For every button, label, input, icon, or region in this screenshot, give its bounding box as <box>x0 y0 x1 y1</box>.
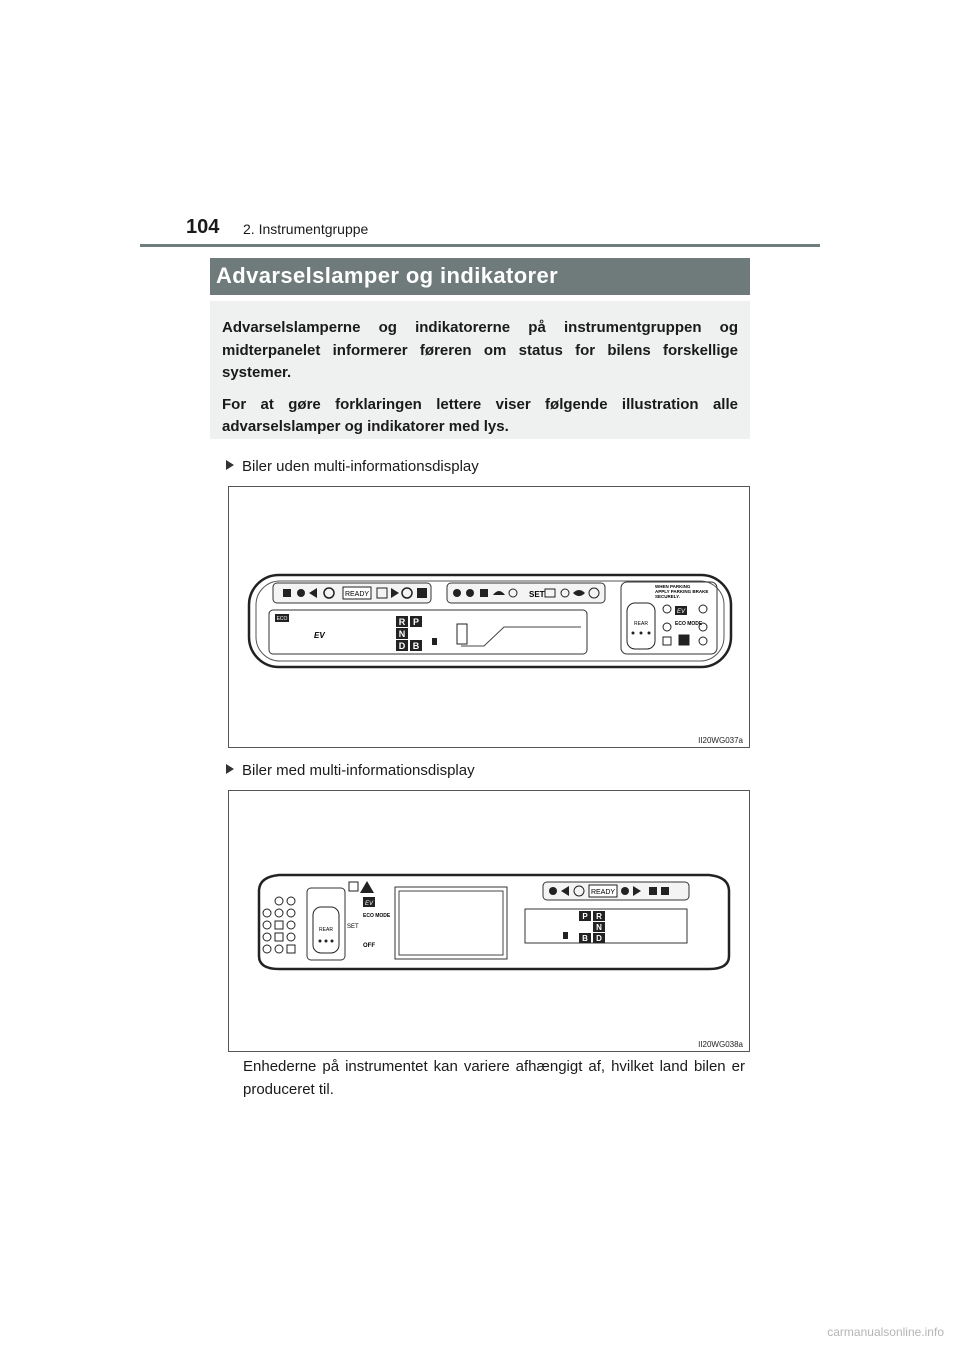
highbeam-icon <box>661 887 669 895</box>
figure1 <box>228 486 750 748</box>
shift-b-2: B <box>582 934 588 943</box>
shift-p: P <box>412 617 420 627</box>
header-rule <box>140 244 820 247</box>
section-title: Advarselslamper og indikatorer <box>216 263 559 288</box>
figure2-caption <box>226 762 475 779</box>
airbag-icon-3 <box>549 887 557 895</box>
figure2-code: II20WG038a <box>698 1040 743 1049</box>
page-number: 104 <box>186 216 220 238</box>
ready-label: READY <box>344 591 370 598</box>
shift-r: R <box>398 617 406 627</box>
intro-paragraph-2: For at gøre forklaringen lettere viser følgende illustration alle advarselslamper og indikatorer med lys. <box>222 395 738 435</box>
ev-badge: EV <box>676 609 686 615</box>
set-label-2: SET <box>347 924 359 930</box>
figure2-caption-text: Biler med multi-informationsdisplay <box>242 762 475 779</box>
rear-label-2: REAR <box>319 927 333 933</box>
eco-mode-label-2: ECO MODE <box>363 913 391 919</box>
shift-r-2: R <box>596 912 602 921</box>
section-label: 2. Instrumentgruppe <box>243 221 369 237</box>
securely-label: SECURELY. <box>655 594 680 599</box>
set-label: SET <box>529 590 545 599</box>
ev-badge-2: EV <box>364 901 374 907</box>
slip-icon <box>679 635 689 645</box>
multi-info-display <box>395 887 507 959</box>
shift-n-2: N <box>596 923 602 932</box>
shift-b: B <box>412 641 420 651</box>
fuel-icon-2 <box>563 932 568 939</box>
rear-label: REAR <box>634 621 648 627</box>
seatbelt-icon-2 <box>621 887 629 895</box>
figure1-caption-text: Biler uden multi-informationsdisplay <box>242 458 479 475</box>
figure1-code: II20WG037a <box>698 736 743 745</box>
airbag-icon <box>453 589 461 597</box>
figure1-caption <box>226 458 479 475</box>
bullet-arrow-icon <box>226 460 234 470</box>
seatbelt-icon <box>297 589 305 597</box>
headlight-icon <box>283 589 291 597</box>
ev-label: EV <box>314 631 325 640</box>
cluster-illustration-1 <box>229 487 749 747</box>
section-title-bar <box>210 258 750 295</box>
off-label: OFF <box>363 943 375 949</box>
headlight-icon-2 <box>649 887 657 895</box>
fuel-icon <box>432 638 437 645</box>
shift-p-2: P <box>582 912 588 921</box>
apply-brake-label: APPLY PARKING BRAKE <box>655 589 709 594</box>
eco-mode-label: ECO MODE <box>675 621 703 627</box>
intro-box <box>210 301 750 439</box>
figure2 <box>228 790 750 1052</box>
shift-d: D <box>398 641 406 651</box>
check-icon <box>417 588 427 598</box>
shift-n: N <box>398 629 406 639</box>
ready-label-2: READY <box>590 889 616 896</box>
temp-icon <box>480 589 488 597</box>
eco-label: ECO <box>276 616 288 622</box>
shift-d-2: D <box>596 934 602 943</box>
intro-paragraph-1: Advarselslamperne og indikatorerne på instrumentgruppen og midterpanelet informerer føreren om status for bilens forskellige systemer. <box>222 319 738 381</box>
cluster-illustration-2 <box>229 791 749 1051</box>
footnote: Enhederne på instrumentet kan variere afhængigt af, hvilket land bilen er produceret til. <box>243 1058 745 1098</box>
when-parking-label: WHEN PARKING <box>655 584 691 589</box>
bullet-arrow-icon <box>226 764 234 774</box>
watermark[interactable]: carmanualsonline.info <box>827 1325 944 1339</box>
srs-icon <box>466 589 474 597</box>
